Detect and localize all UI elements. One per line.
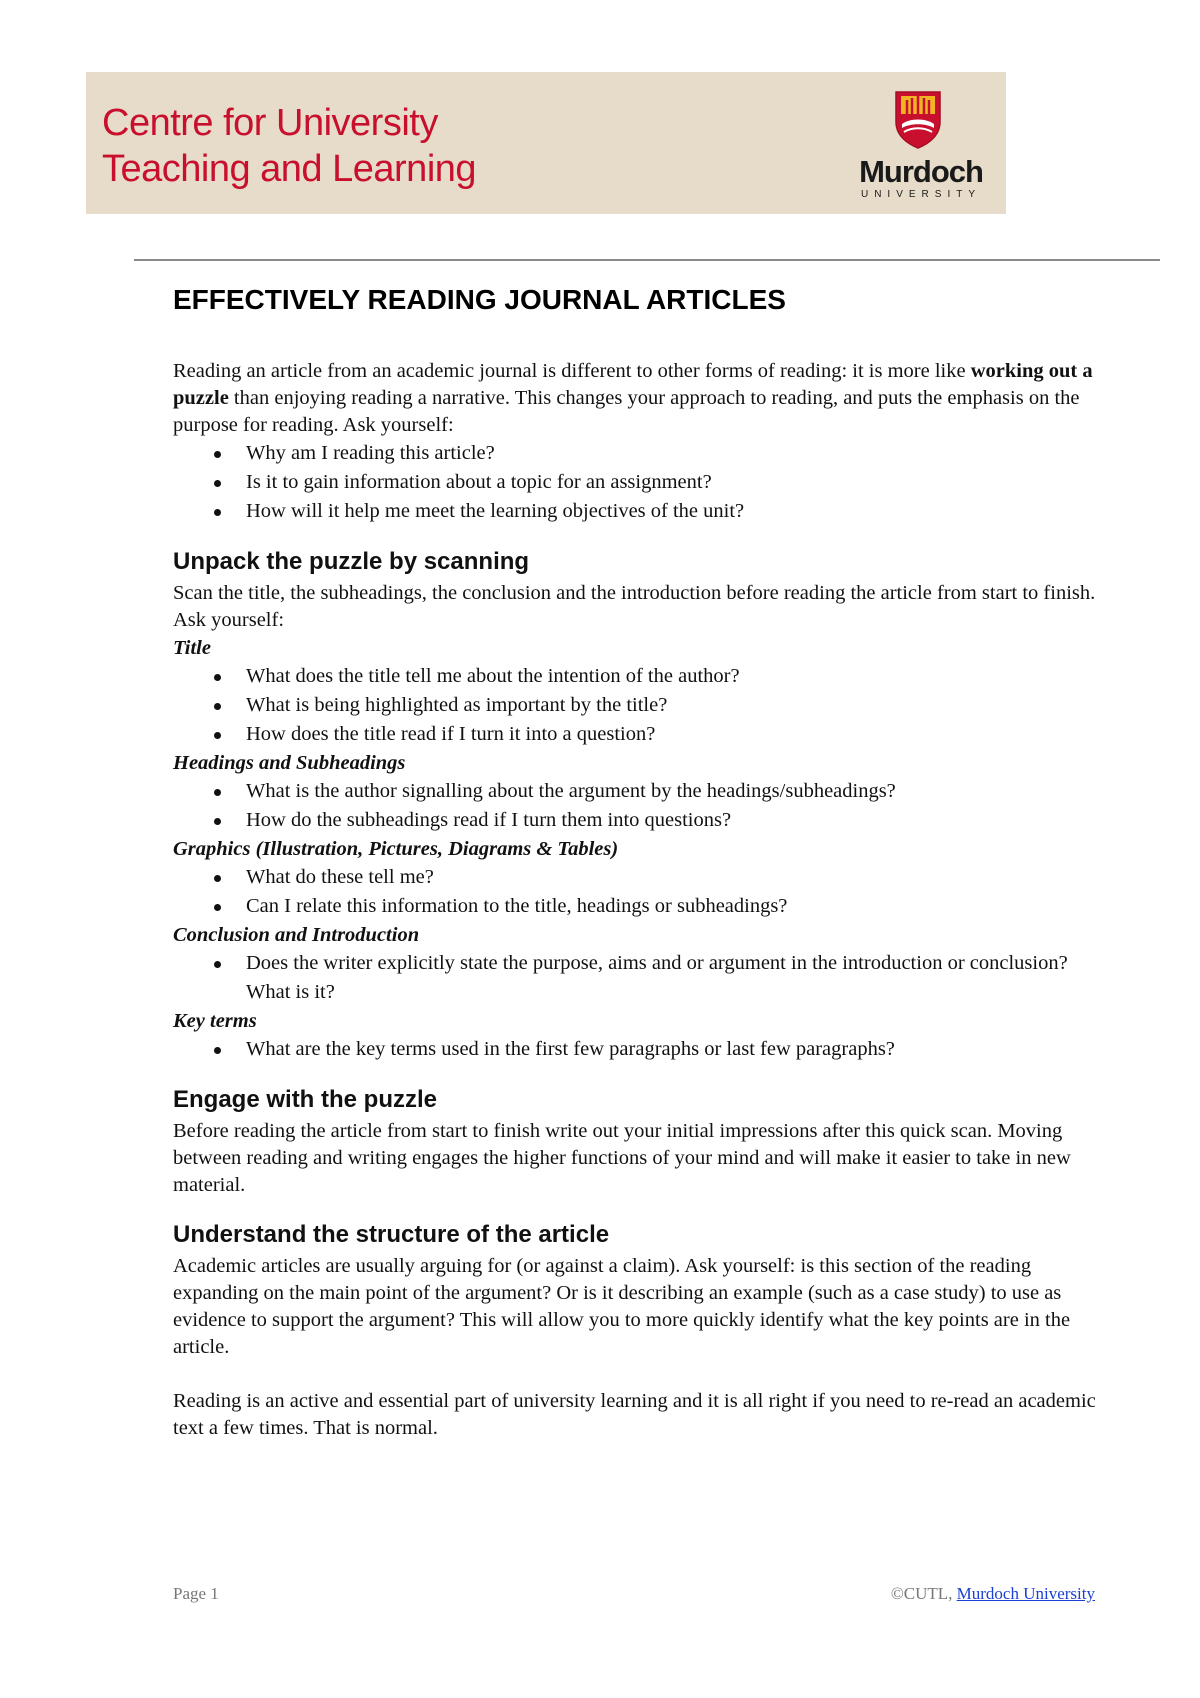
university-subtitle: UNIVERSITY <box>860 189 981 200</box>
list-item: What are the key terms used in the first few paragraphs or last few paragraphs? <box>246 1035 1103 1064</box>
category-graphics: Graphics (Illustration, Pictures, Diagrams & Tables) <box>173 838 619 860</box>
centre-title-line1: Centre for University <box>102 102 438 144</box>
section-heading-engage: Engage with the puzzle <box>173 1086 438 1113</box>
category-headings: Headings and Subheadings <box>173 752 406 774</box>
engage-paragraph: Before reading the article from start to finish write out your initial impressions after this quick scan. Moving between reading and writing engages the higher functions of your mind and will make it easier to take in new material. <box>173 1120 1071 1196</box>
category-conclusion: Conclusion and Introduction <box>173 924 420 946</box>
header-divider <box>134 259 1160 261</box>
graphics-bullet-list <box>173 863 1103 921</box>
intro-text-1: Reading an article from an academic journal is different to other forms of reading: it is more like <box>173 360 971 382</box>
list-item: How does the title read if I turn it into a question? <box>246 720 1103 749</box>
page-number: Page 1 <box>173 1584 219 1603</box>
closing-paragraph: Reading is an active and essential part of university learning and it is all right if you need to re-read an academic text a few times. That is normal. <box>173 1390 1096 1439</box>
structure-paragraph: Academic articles are usually arguing for (or against a claim). Ask yourself: is this section of the reading expanding on the main point of the argument? Or is it describing an example (such as a case study) to use as evidence to support the argument? This will allow you to more quickly identify what the key points are in the article. <box>173 1255 1071 1358</box>
document-body <box>173 272 1103 1442</box>
list-item: How will it help me meet the learning objectives of the unit? <box>246 497 1103 526</box>
list-item: Is it to gain information about a topic for an assignment? <box>246 468 1103 497</box>
intro-paragraph <box>173 358 1103 439</box>
scanning-paragraph: Scan the title, the subheadings, the conclusion and the introduction before reading the article from start to finish. Ask yourself: <box>173 582 1096 631</box>
list-item: How do the subheadings read if I turn them into questions? <box>246 806 1103 835</box>
copyright-text: ©CUTL, <box>890 1584 957 1603</box>
list-item: Does the writer explicitly state the purpose, aims and or argument in the introduction or conclusion? What is it? <box>246 949 1103 1007</box>
section-heading-scanning: Unpack the puzzle by scanning <box>173 548 530 575</box>
paragraph-spacer <box>173 1361 1103 1388</box>
title-bullet-list <box>173 662 1103 749</box>
section-heading-structure: Understand the structure of the article <box>173 1221 610 1248</box>
centre-title <box>102 100 476 192</box>
key-terms-bullet-list <box>173 1035 1103 1064</box>
murdoch-crest-logo <box>892 88 944 150</box>
university-wordmark: Murdoch <box>859 154 983 189</box>
intro-bullet-list <box>173 439 1103 526</box>
list-item: What is being highlighted as important by the title? <box>246 691 1103 720</box>
murdoch-university-link[interactable]: Murdoch University <box>956 1584 1095 1603</box>
list-item: Can I relate this information to the title, headings or subheadings? <box>246 892 1103 921</box>
category-key-terms: Key terms <box>173 1010 257 1032</box>
centre-title-line2: Teaching and Learning <box>102 148 477 190</box>
conclusion-bullet-list <box>173 949 1103 1007</box>
list-item: What does the title tell me about the intention of the author? <box>246 662 1103 691</box>
list-item: Why am I reading this article? <box>246 439 1103 468</box>
document-title: EFFECTIVELY READING JOURNAL ARTICLES <box>173 284 786 315</box>
intro-bold-text: working out a puzzle <box>173 360 1093 409</box>
header-banner <box>86 72 1006 214</box>
headings-bullet-list <box>173 777 1103 835</box>
list-item: What do these tell me? <box>246 863 1103 892</box>
category-title: Title <box>173 637 211 659</box>
footer-copyright <box>860 1584 1095 1604</box>
list-item: What is the author signalling about the argument by the headings/subheadings? <box>246 777 1103 806</box>
intro-text-2: than enjoying reading a narrative. This changes your approach to reading, and puts the emphasis on the purpose for reading. Ask yourself: <box>173 387 1080 436</box>
